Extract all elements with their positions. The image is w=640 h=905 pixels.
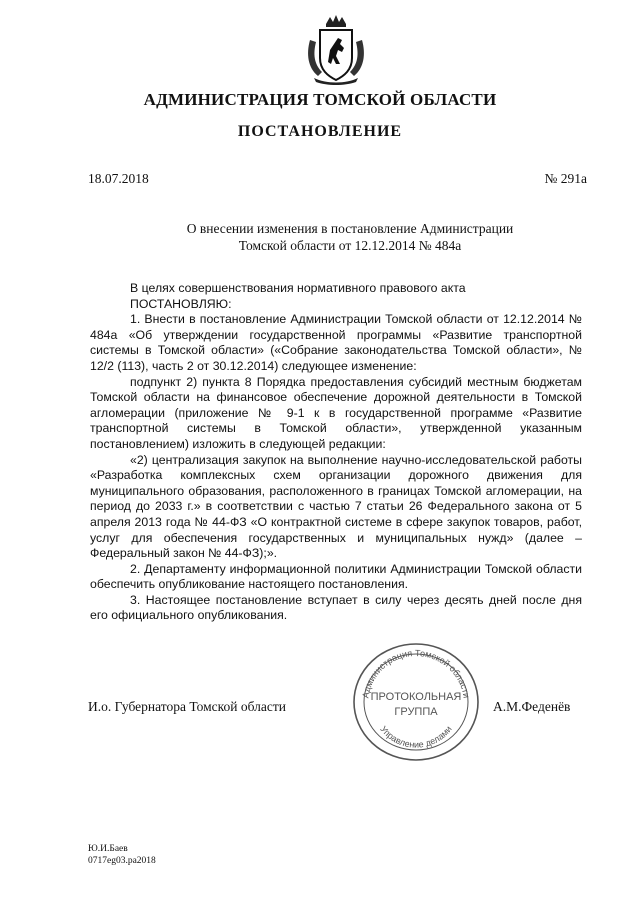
svg-text:Управление делами bbox=[378, 724, 453, 750]
document-date: 18.07.2018 bbox=[88, 171, 149, 186]
document-number: № 291а bbox=[544, 171, 587, 186]
body-paragraph-resolve: ПОСТАНОВЛЯЮ: bbox=[130, 296, 232, 311]
official-stamp bbox=[346, 638, 486, 766]
stamp-center-line-2: ГРУППА bbox=[394, 706, 438, 718]
document-subject bbox=[150, 220, 550, 254]
body-paragraph-quote: «2) централизация закупок на выполнение научно-исследовательской работы «Разработка комплексных схем организации дорожного движения для муниципального образования, расположенного в границах Томской агломерации, на период до 2033 г.» в соответствии с частью 7 статьи 26 Федерального закона от 5 апреля 2013 года № 44-ФЗ «О контрактной системе в сфере закупок товаров, работ, услуг для обеспечения государственных и муниципальных нужд» (далее – Федеральный закон № 44-ФЗ);». bbox=[90, 452, 582, 561]
signatory-position: И.о. Губернатора Томской области bbox=[88, 699, 286, 714]
document-type-title: ПОСТАНОВЛЕНИЕ bbox=[237, 123, 403, 140]
footer-author: Ю.И.Баев bbox=[88, 844, 128, 854]
coat-of-arms-emblem bbox=[304, 14, 368, 86]
subject-line-1: О внесении изменения в постановление Администрации bbox=[186, 221, 514, 236]
stamp-text-top: Администрация Томской области bbox=[360, 647, 472, 699]
body-paragraph-preamble: В целях совершенствования нормативного правового акта bbox=[130, 281, 466, 295]
stamp-center-line-1: ПРОТОКОЛЬНАЯ bbox=[370, 691, 462, 703]
signatory-name: А.М.Феденёв bbox=[493, 699, 571, 714]
body-paragraph-subitem: подпункт 2) пункта 8 Порядка предоставления субсидий местным бюджетам Томской области на финансовое обеспечение дорожной деятельности в Томской агломерации (приложение № 9-1 к в государственной программе «Развитие транспортной системы в Томской области», утвержденной указанным постановлением) изложить в следующей редакции: bbox=[90, 374, 582, 451]
organization-title: АДМИНИСТРАЦИЯ ТОМСКОЙ ОБЛАСТИ bbox=[143, 90, 497, 109]
body-paragraph-item-1: 1. Внести в постановление Администрации Томской области от 12.12.2014 № 484а «Об утверждении государственной программы «Развитие транспортной системы в Томской области» («Собрание законодательства Томской области», № 12/2 (113), часть 2 от 30.12.2014) следующее изменение: bbox=[90, 312, 582, 373]
stamp-text-bottom: Управление делами bbox=[378, 723, 454, 750]
footer-file-ref: 0717eg03.pa2018 bbox=[88, 856, 156, 866]
body-paragraph-item-3: 3. Настоящее постановление вступает в силу через десять дней после дня его официального опубликования. bbox=[90, 592, 582, 623]
body-paragraph-item-2: 2. Департаменту информационной политики Администрации Томской области обеспечить опубликование настоящего постановления. bbox=[90, 561, 582, 592]
document-footer bbox=[88, 843, 156, 867]
subject-line-2: Томской области от 12.12.2014 № 484а bbox=[238, 238, 462, 253]
document-body bbox=[90, 281, 582, 624]
